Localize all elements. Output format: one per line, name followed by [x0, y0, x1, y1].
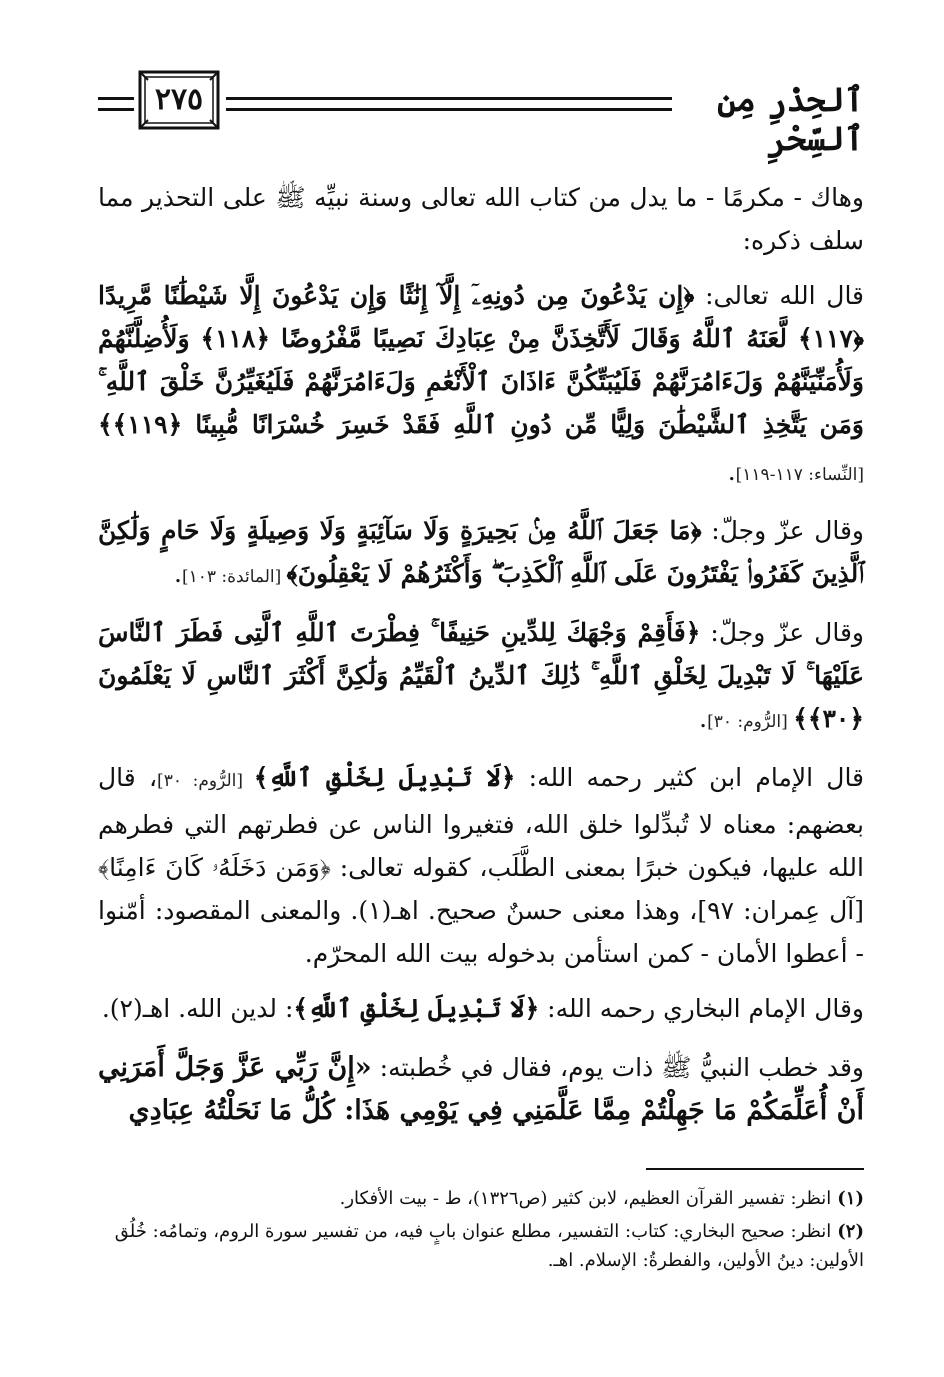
page-header	[98, 70, 864, 158]
paragraph	[98, 987, 864, 1034]
header-rule-middle	[226, 97, 672, 111]
main-text	[98, 176, 864, 1136]
page-number-frame	[138, 70, 220, 130]
quran-verse: ﴿لَا تَبْدِيلَ لِخَلْقِ ٱللَّهِ﴾	[293, 994, 540, 1023]
quran-verse: ﴿إِن يَدْعُونَ مِن دُونِهِۦٓ إِلَّآ إِنَٰثًا وَإِن يَدْعُونَ إِلَّا شَيْطَٰنًا مَّرِيدًا ﴿١١٧﴾ لَّعَنَهُ ٱللَّهُ وَقَالَ لَأَتَّخِذَنَّ مِنْ عِبَادِكَ نَصِيبًا مَّفْرُوضًا ﴿١١٨﴾ وَلَأُضِلَّنَّهُمْ وَلَأُمَنِّيَنَّهُمْ وَلَءَامُرَنَّهُمْ فَلَيُبَتِّكُنَّ ءَاذَانَ ٱلْأَنْعَٰمِ وَلَءَامُرَنَّهُمْ فَلَيُغَيِّرُنَّ خَلْقَ ٱللَّهِ ۚ وَمَن يَتَّخِذِ ٱلشَّيْطَٰنَ وَلِيًّا مِّن دُونِ ٱللَّهِ فَقَدْ خَسِرَ خُسْرَانًا مُّبِينًا ﴿١١٩﴾﴾	[98, 281, 864, 439]
paragraph	[98, 274, 864, 497]
paragraph-tail: .	[174, 559, 182, 588]
paragraph-text: وقد خطب النبيُّ ﷺ ذات يوم، فقال في خُطبته:	[371, 1053, 864, 1082]
paragraph-tail: .	[699, 704, 708, 733]
footnote	[98, 1184, 864, 1213]
quran-verse: ﴿فَأَقِمْ وَجْهَكَ لِلدِّينِ حَنِيفًا ۚ فِطْرَتَ ٱللَّهِ ٱلَّتِى فَطَرَ ٱلنَّاسَ عَلَيْهَا ۚ لَا تَبْدِيلَ لِخَلْقِ ٱللَّهِ ۚ ذَٰلِكَ ٱلدِّينُ ٱلْقَيِّمُ وَلَٰكِنَّ أَكْثَرَ ٱلنَّاسِ لَا يَعْلَمُونَ ﴿٣٠﴾﴾	[98, 618, 864, 733]
paragraph	[98, 1046, 864, 1136]
paragraph	[98, 509, 864, 599]
footnote	[98, 1217, 864, 1275]
quran-verse: ﴿لَا تَبْدِيلَ لِخَلْقِ ٱللَّهِ﴾	[253, 763, 516, 792]
running-title: ٱلحِذْرِ مِن ٱلسِّحْرِ	[717, 80, 864, 158]
hadith-quote: «إِنَّ رَبِّي عَزَّ وَجَلَّ أَمَرَنِي أَنْ أُعَلِّمَكُمْ مَا جَهِلْتُمْ مِمَّا عَلَّمَنِي فِي يَوْمِي هَذَا: كُلُّ مَا نَحَلْتُهُ عِبَادِي	[98, 1052, 864, 1126]
paragraph	[98, 176, 864, 262]
paragraph-text: وهاك - مكرمًا - ما يدل من كتاب الله تعالى وسنة نبيِّه ﷺ على التحذير مما سلف ذكره:	[98, 183, 864, 255]
paragraph-text: قال الإمام ابن كثير رحمه الله:	[515, 763, 865, 792]
footnotes	[98, 1184, 864, 1279]
paragraph-tail: ، قال بعضهم: معناه لا تُبدِّلوا خلق الله، فتغيروا الناس عن فطرتهم التي فطرهم الله عليها، فيكون خبرًا بمعنى الطَّلَب، كقوله تعالى: ﴿وَمَن دَخَلَهُۥ كَانَ ءَامِنًا﴾ [آل عِمران: ٩٧]، وهذا معنى حسنٌ صحيح. اهـ(١). والمعنى المقصود: أمّنوا - أعطوا الأمان - كمن استأمن بدخوله بيت الله المحرّم.	[98, 763, 864, 968]
paragraph-text: وقال عزّ وجلّ:	[701, 516, 865, 545]
paragraph-text: قال الله تعالى:	[694, 281, 865, 310]
page-number: ٢٧٥	[154, 82, 204, 117]
verse-citation: [المائدة: ١٠٣]	[181, 567, 287, 587]
paragraph	[98, 756, 864, 975]
verse-citation: [النِّساء: ١١٧-١١٩]	[735, 465, 864, 485]
paragraph-tail: : لدين الله. اهـ(٢).	[101, 994, 294, 1023]
footnote-number: (١)	[837, 1188, 864, 1209]
paragraph	[98, 611, 864, 744]
paragraph-text: وقال عزّ وجلّ:	[700, 618, 864, 647]
quran-verse: ﴿مَا جَعَلَ ٱللَّهُ مِنۢ بَحِيرَةٍ وَلَا سَآئِبَةٍ وَلَا وَصِيلَةٍ وَلَا حَامٍ وَلَٰكِنَّ ٱلَّذِينَ كَفَرُوا۟ يَفْتَرُونَ عَلَى ٱللَّهِ ٱلْكَذِبَ ۖ وَأَكْثَرُهُمْ لَا يَعْقِلُونَ﴾	[98, 516, 864, 588]
header-rule-left	[98, 97, 134, 111]
verse-citation: [الرُّوم: ٣٠]	[707, 712, 794, 732]
footnote-text: انظر: صحيح البخاري: كتاب: التفسير، مطلع عنوان بابٍ فيه، من تفسير سورة الروم، وتمامُه: خُلُق الأولين: دينُ الأولين، والفطرةُ: الإسلام. اهـ.	[114, 1221, 864, 1271]
footnote-text: انظر: تفسير القرآن العظيم، لابن كثير (ص١٣٢٦)، ط - بيت الأفكار.	[339, 1188, 832, 1209]
verse-citation: [الرُّوم: ٣٠]	[157, 771, 254, 791]
footnote-number: (٢)	[837, 1221, 864, 1242]
paragraph-tail: .	[727, 457, 736, 486]
footnote-divider	[646, 1168, 864, 1170]
paragraph-text: وقال الإمام البخاري رحمه الله:	[539, 994, 864, 1023]
